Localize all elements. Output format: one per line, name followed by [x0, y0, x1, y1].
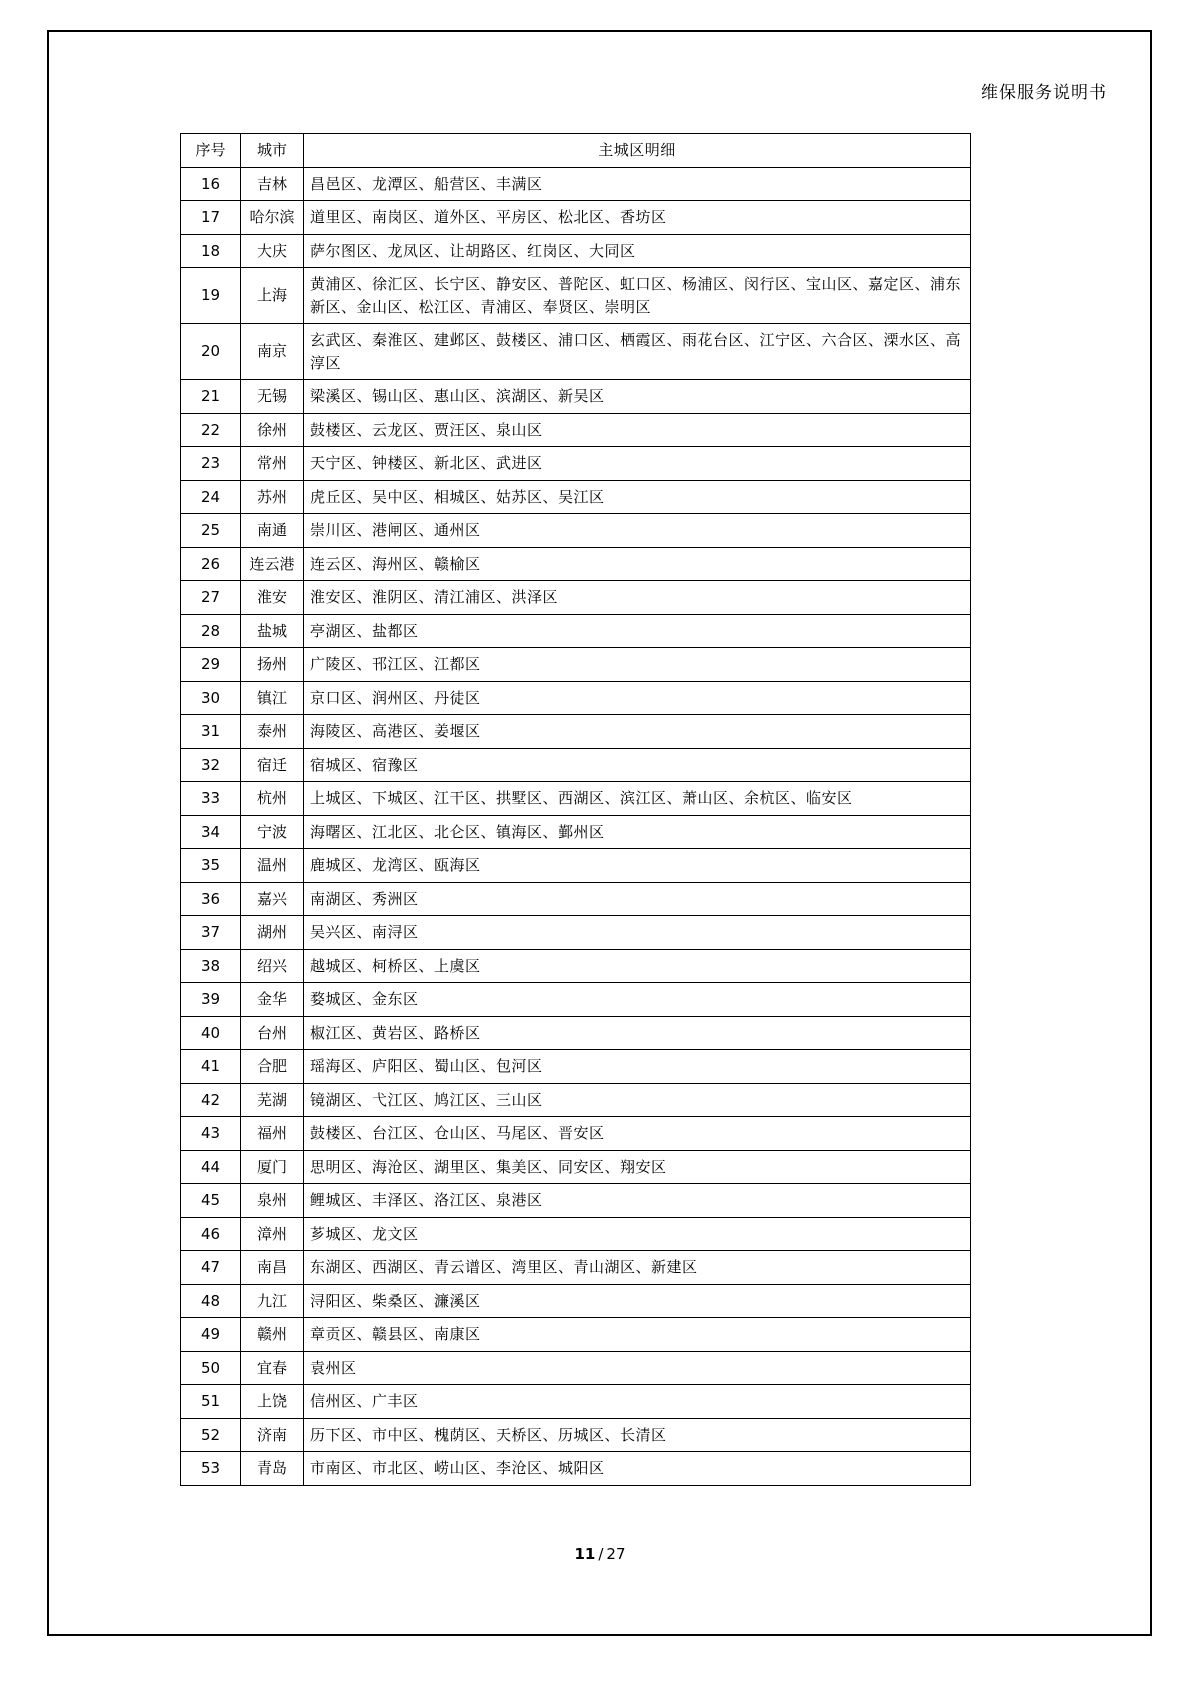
table-row — [181, 1385, 971, 1419]
cell-detail: 南湖区、秀洲区 — [304, 882, 971, 916]
cell-no: 31 — [181, 715, 241, 749]
table-row — [181, 514, 971, 548]
cell-detail: 海陵区、高港区、姜堰区 — [304, 715, 971, 749]
table-row — [181, 1251, 971, 1285]
table-row — [181, 1452, 971, 1486]
cell-detail: 海曙区、江北区、北仑区、镇海区、鄞州区 — [304, 815, 971, 849]
cell-city: 漳州 — [241, 1217, 304, 1251]
cell-city: 杭州 — [241, 782, 304, 816]
cell-no: 51 — [181, 1385, 241, 1419]
cell-no: 38 — [181, 949, 241, 983]
districts-table-container — [180, 133, 970, 1486]
table-row — [181, 715, 971, 749]
column-header-detail: 主城区明细 — [304, 134, 971, 168]
table-row — [181, 1217, 971, 1251]
cell-city: 金华 — [241, 983, 304, 1017]
cell-detail: 历下区、市中区、槐荫区、天桥区、历城区、长清区 — [304, 1418, 971, 1452]
cell-detail: 吴兴区、南浔区 — [304, 916, 971, 950]
cell-city: 嘉兴 — [241, 882, 304, 916]
cell-city: 湖州 — [241, 916, 304, 950]
cell-no: 48 — [181, 1284, 241, 1318]
cell-detail: 镜湖区、弋江区、鸠江区、三山区 — [304, 1083, 971, 1117]
page-footer — [0, 1545, 1200, 1563]
cell-city: 合肥 — [241, 1050, 304, 1084]
cell-city: 无锡 — [241, 380, 304, 414]
footer-total-pages: 27 — [606, 1545, 626, 1563]
table-row — [181, 882, 971, 916]
table-row — [181, 748, 971, 782]
table-row — [181, 380, 971, 414]
cell-detail: 广陵区、邗江区、江都区 — [304, 648, 971, 682]
cell-city: 芜湖 — [241, 1083, 304, 1117]
cell-city: 上饶 — [241, 1385, 304, 1419]
cell-city: 福州 — [241, 1117, 304, 1151]
table-row — [181, 234, 971, 268]
cell-no: 45 — [181, 1184, 241, 1218]
cell-no: 49 — [181, 1318, 241, 1352]
table-row — [181, 268, 971, 324]
cell-no: 41 — [181, 1050, 241, 1084]
cell-city: 镇江 — [241, 681, 304, 715]
cell-city: 温州 — [241, 849, 304, 883]
document-header: 维保服务说明书 — [981, 83, 1107, 103]
table-row — [181, 547, 971, 581]
table-row — [181, 1016, 971, 1050]
cell-no: 42 — [181, 1083, 241, 1117]
cell-no: 33 — [181, 782, 241, 816]
cell-detail: 思明区、海沧区、湖里区、集美区、同安区、翔安区 — [304, 1150, 971, 1184]
cell-city: 台州 — [241, 1016, 304, 1050]
cell-detail: 亭湖区、盐都区 — [304, 614, 971, 648]
cell-detail: 越城区、柯桥区、上虞区 — [304, 949, 971, 983]
cell-no: 50 — [181, 1351, 241, 1385]
districts-table — [180, 133, 971, 1486]
cell-no: 37 — [181, 916, 241, 950]
table-row — [181, 1184, 971, 1218]
table-row — [181, 201, 971, 235]
cell-detail: 道里区、南岗区、道外区、平房区、松北区、香坊区 — [304, 201, 971, 235]
table-row — [181, 1351, 971, 1385]
cell-city: 九江 — [241, 1284, 304, 1318]
cell-city: 大庆 — [241, 234, 304, 268]
cell-no: 20 — [181, 324, 241, 380]
cell-detail: 萨尔图区、龙凤区、让胡路区、红岗区、大同区 — [304, 234, 971, 268]
table-row — [181, 681, 971, 715]
cell-detail: 信州区、广丰区 — [304, 1385, 971, 1419]
cell-no: 24 — [181, 480, 241, 514]
footer-separator: / — [598, 1545, 604, 1563]
cell-no: 40 — [181, 1016, 241, 1050]
cell-city: 宿迁 — [241, 748, 304, 782]
table-row — [181, 1150, 971, 1184]
cell-no: 47 — [181, 1251, 241, 1285]
table-row — [181, 983, 971, 1017]
cell-detail: 黄浦区、徐汇区、长宁区、静安区、普陀区、虹口区、杨浦区、闵行区、宝山区、嘉定区、浦东新区、金山区、松江区、青浦区、奉贤区、崇明区 — [304, 268, 971, 324]
cell-detail: 梁溪区、锡山区、惠山区、滨湖区、新吴区 — [304, 380, 971, 414]
cell-city: 常州 — [241, 447, 304, 481]
cell-detail: 鼓楼区、云龙区、贾汪区、泉山区 — [304, 413, 971, 447]
cell-no: 21 — [181, 380, 241, 414]
table-row — [181, 648, 971, 682]
column-header-city: 城市 — [241, 134, 304, 168]
cell-no: 22 — [181, 413, 241, 447]
cell-detail: 连云区、海州区、赣榆区 — [304, 547, 971, 581]
footer-current-page: 11 — [574, 1545, 596, 1563]
cell-city: 南通 — [241, 514, 304, 548]
table-header-row — [181, 134, 971, 168]
cell-city: 连云港 — [241, 547, 304, 581]
cell-no: 18 — [181, 234, 241, 268]
cell-detail: 虎丘区、吴中区、相城区、姑苏区、吴江区 — [304, 480, 971, 514]
table-row — [181, 1050, 971, 1084]
cell-no: 36 — [181, 882, 241, 916]
cell-city: 苏州 — [241, 480, 304, 514]
cell-no: 29 — [181, 648, 241, 682]
cell-no: 46 — [181, 1217, 241, 1251]
table-row — [181, 916, 971, 950]
cell-city: 济南 — [241, 1418, 304, 1452]
cell-no: 23 — [181, 447, 241, 481]
table-row — [181, 1284, 971, 1318]
cell-city: 泉州 — [241, 1184, 304, 1218]
table-row — [181, 949, 971, 983]
cell-no: 44 — [181, 1150, 241, 1184]
cell-city: 扬州 — [241, 648, 304, 682]
cell-detail: 芗城区、龙文区 — [304, 1217, 971, 1251]
districts-table-body — [181, 167, 971, 1485]
cell-detail: 上城区、下城区、江干区、拱墅区、西湖区、滨江区、萧山区、余杭区、临安区 — [304, 782, 971, 816]
cell-no: 43 — [181, 1117, 241, 1151]
table-row — [181, 1083, 971, 1117]
table-row — [181, 324, 971, 380]
cell-detail: 鹿城区、龙湾区、瓯海区 — [304, 849, 971, 883]
cell-no: 19 — [181, 268, 241, 324]
cell-city: 吉林 — [241, 167, 304, 201]
cell-detail: 章贡区、赣县区、南康区 — [304, 1318, 971, 1352]
cell-city: 南昌 — [241, 1251, 304, 1285]
cell-detail: 宿城区、宿豫区 — [304, 748, 971, 782]
cell-city: 青岛 — [241, 1452, 304, 1486]
cell-detail: 婺城区、金东区 — [304, 983, 971, 1017]
table-row — [181, 167, 971, 201]
cell-no: 34 — [181, 815, 241, 849]
cell-no: 39 — [181, 983, 241, 1017]
table-row — [181, 1318, 971, 1352]
cell-no: 53 — [181, 1452, 241, 1486]
cell-no: 30 — [181, 681, 241, 715]
cell-detail: 昌邑区、龙潭区、船营区、丰满区 — [304, 167, 971, 201]
cell-detail: 椒江区、黄岩区、路桥区 — [304, 1016, 971, 1050]
table-row — [181, 849, 971, 883]
cell-city: 赣州 — [241, 1318, 304, 1352]
cell-detail: 崇川区、港闸区、通州区 — [304, 514, 971, 548]
cell-detail: 瑶海区、庐阳区、蜀山区、包河区 — [304, 1050, 971, 1084]
cell-detail: 天宁区、钟楼区、新北区、武进区 — [304, 447, 971, 481]
table-row — [181, 614, 971, 648]
cell-detail: 袁州区 — [304, 1351, 971, 1385]
cell-detail: 淮安区、淮阴区、清江浦区、洪泽区 — [304, 581, 971, 615]
cell-detail: 市南区、市北区、崂山区、李沧区、城阳区 — [304, 1452, 971, 1486]
table-row — [181, 581, 971, 615]
cell-city: 盐城 — [241, 614, 304, 648]
cell-city: 南京 — [241, 324, 304, 380]
cell-detail: 浔阳区、柴桑区、濂溪区 — [304, 1284, 971, 1318]
table-row — [181, 1117, 971, 1151]
cell-city: 上海 — [241, 268, 304, 324]
cell-no: 25 — [181, 514, 241, 548]
cell-no: 26 — [181, 547, 241, 581]
cell-detail: 东湖区、西湖区、青云谱区、湾里区、青山湖区、新建区 — [304, 1251, 971, 1285]
cell-detail: 鲤城区、丰泽区、洛江区、泉港区 — [304, 1184, 971, 1218]
cell-city: 徐州 — [241, 413, 304, 447]
cell-detail: 鼓楼区、台江区、仓山区、马尾区、晋安区 — [304, 1117, 971, 1151]
cell-no: 35 — [181, 849, 241, 883]
table-row — [181, 480, 971, 514]
cell-city: 淮安 — [241, 581, 304, 615]
cell-city: 宁波 — [241, 815, 304, 849]
cell-city: 宜春 — [241, 1351, 304, 1385]
cell-detail: 京口区、润州区、丹徒区 — [304, 681, 971, 715]
cell-city: 哈尔滨 — [241, 201, 304, 235]
cell-no: 32 — [181, 748, 241, 782]
cell-no: 17 — [181, 201, 241, 235]
cell-detail: 玄武区、秦淮区、建邺区、鼓楼区、浦口区、栖霞区、雨花台区、江宁区、六合区、溧水区、高淳区 — [304, 324, 971, 380]
column-header-no: 序号 — [181, 134, 241, 168]
cell-no: 27 — [181, 581, 241, 615]
table-row — [181, 815, 971, 849]
table-row — [181, 1418, 971, 1452]
table-row — [181, 447, 971, 481]
cell-city: 绍兴 — [241, 949, 304, 983]
table-row — [181, 782, 971, 816]
cell-no: 28 — [181, 614, 241, 648]
cell-city: 厦门 — [241, 1150, 304, 1184]
table-row — [181, 413, 971, 447]
cell-no: 52 — [181, 1418, 241, 1452]
cell-city: 泰州 — [241, 715, 304, 749]
cell-no: 16 — [181, 167, 241, 201]
